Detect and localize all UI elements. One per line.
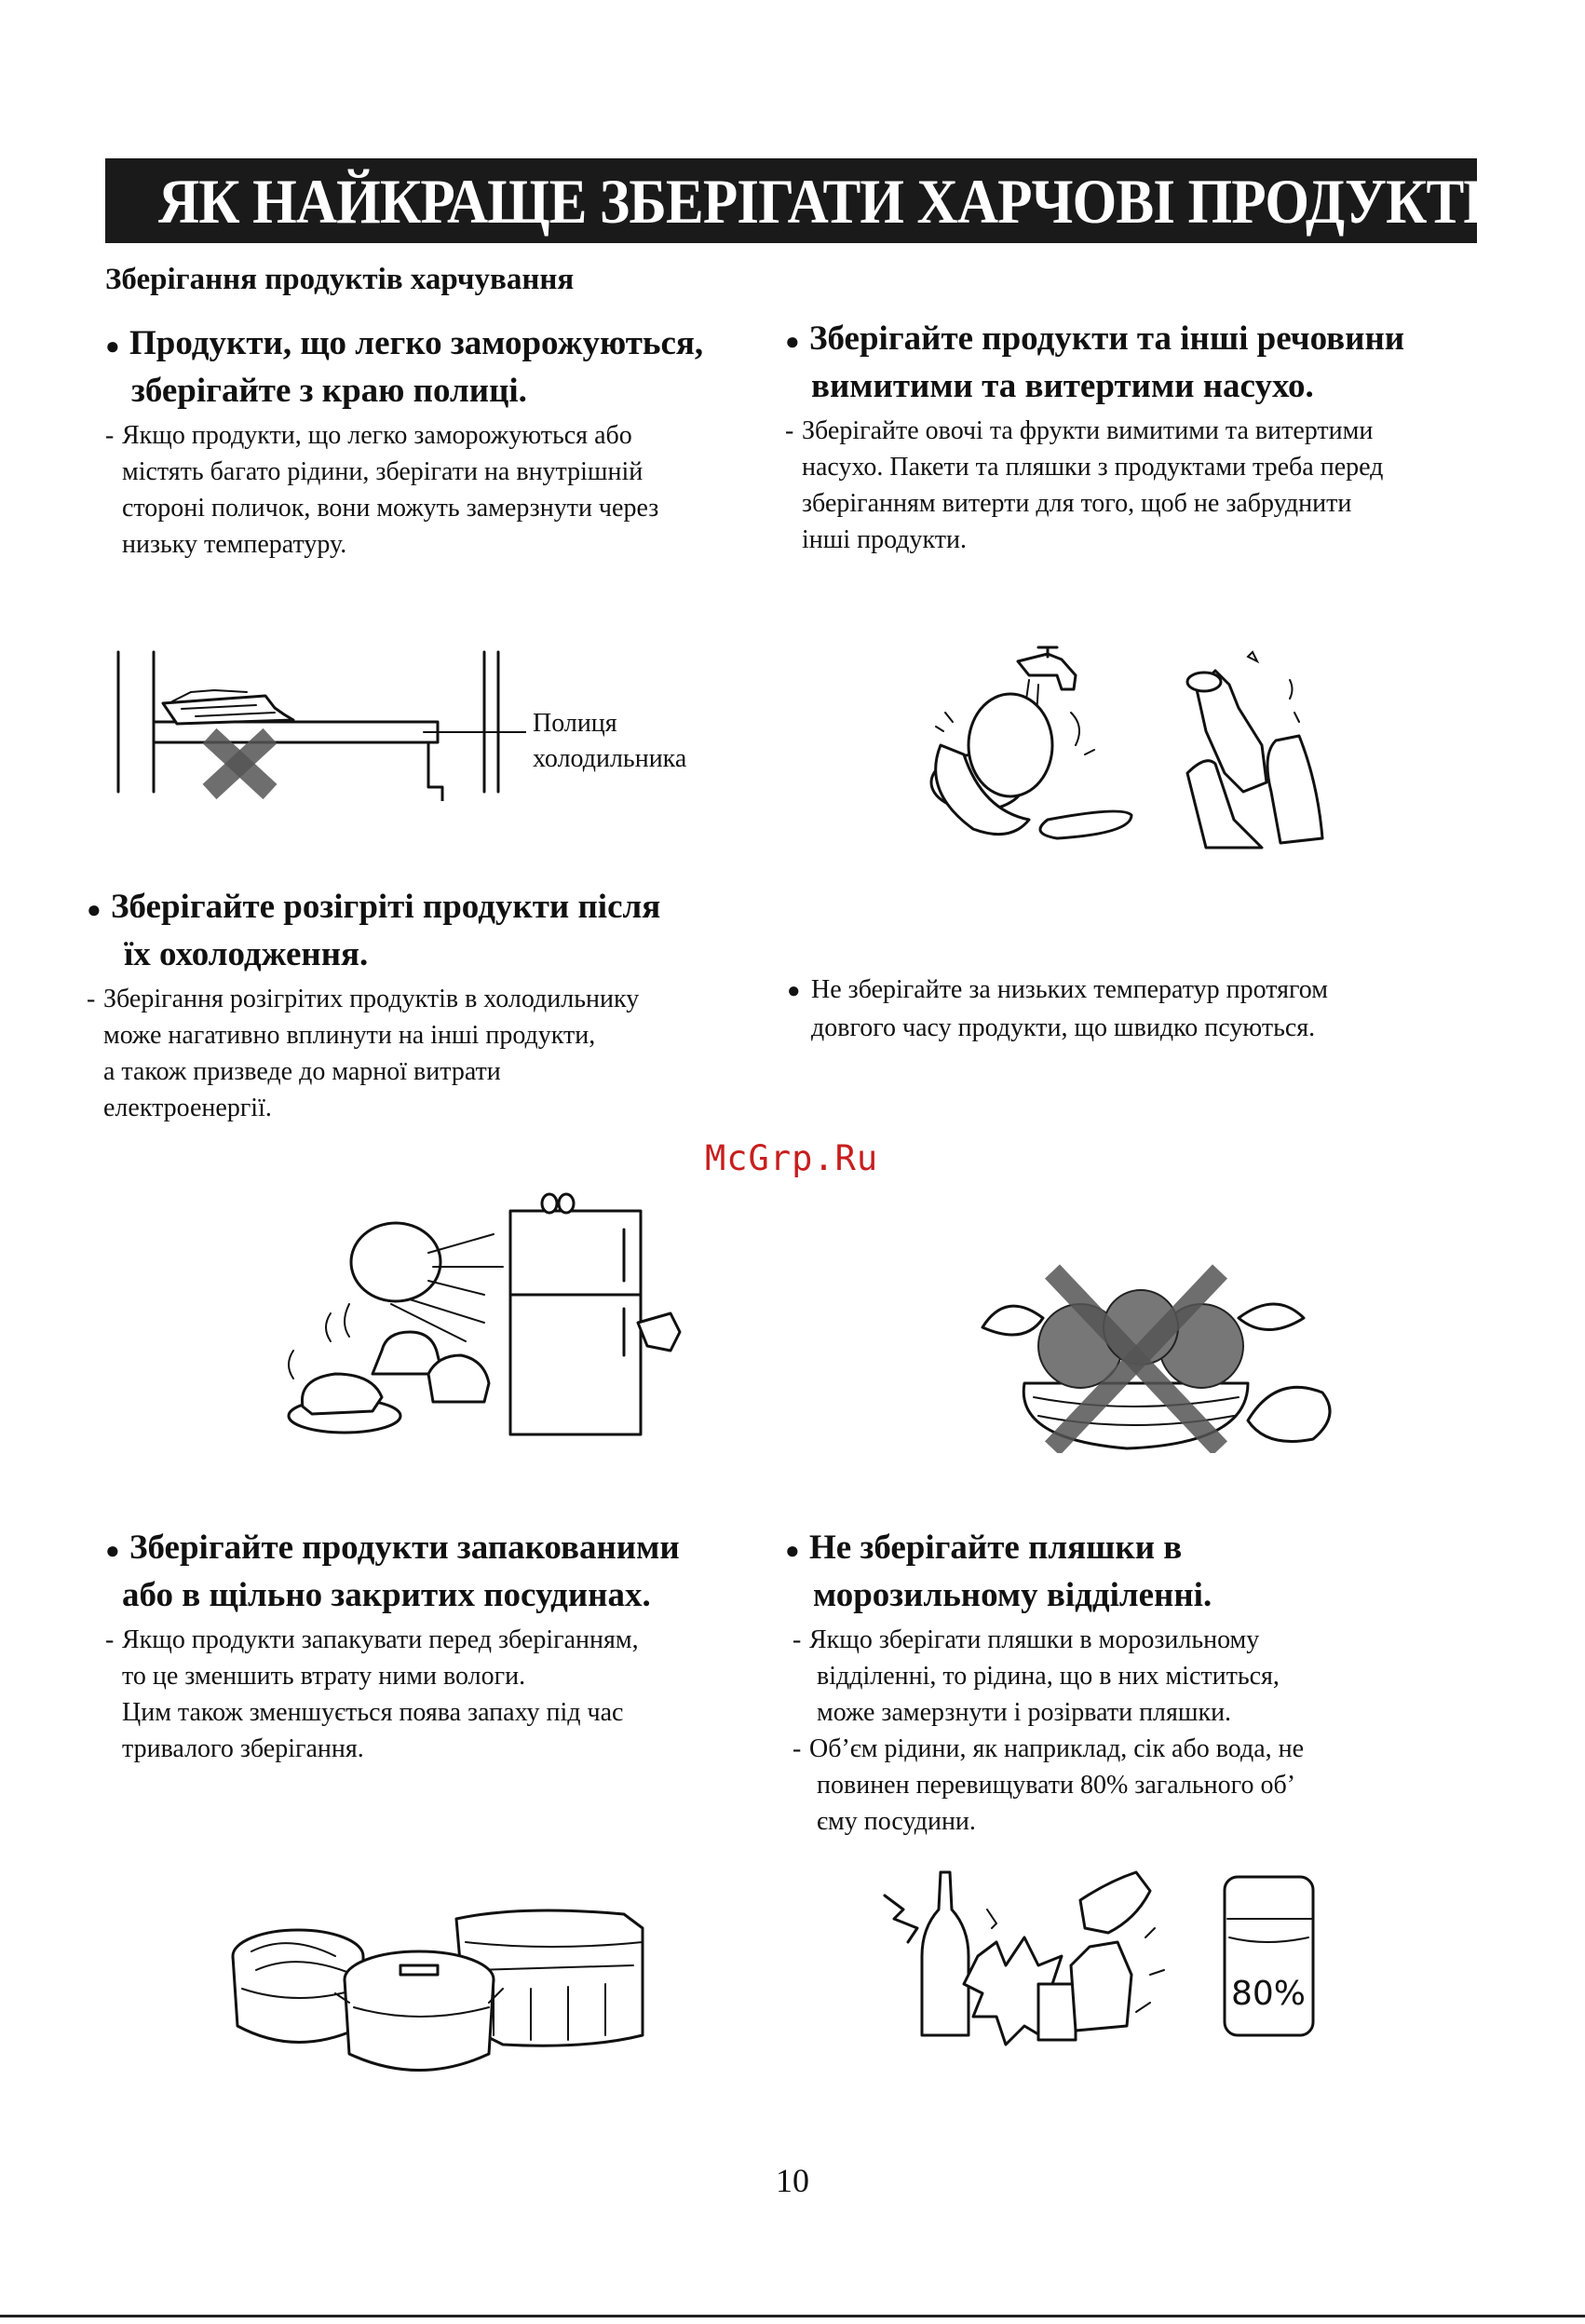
shelf-label: Полиця холодильника (533, 709, 687, 773)
tip-heading: ● Не зберігайте пляшки в морозильному відділенні. (785, 1529, 1212, 1614)
bullet-icon: ● (87, 895, 102, 923)
tip-heading: ● Зберігайте розігріті продукти після їх охолодження. (87, 888, 661, 973)
tip-heading: ● Зберігайте продукти запакованими або в щільно закритих посудинах. (105, 1529, 680, 1614)
fridge-shelf-illustration (107, 647, 526, 801)
jar-80-percent-label: 80% (1230, 1975, 1307, 2013)
tip-freeze-edge (105, 321, 757, 563)
washing-illustration (908, 633, 1355, 857)
tip-body: - Якщо продукти, що легко заморожуються або містять багато рідини, зберігати на внутрішній стороні поличок, вони можуть замерзнути через низьку температуру. (105, 420, 659, 559)
tip-body: - Зберігання розігрітих продуктів в холодильнику може нагативно вплинути на інші продукти, а також призведе до марної витрати електроенергії. (87, 984, 640, 1122)
hot-food-fridge-illustration (279, 1192, 708, 1453)
bullet-icon: ● (785, 1536, 800, 1564)
tip-bottles (785, 1526, 1493, 1840)
bullet-icon: ● (105, 332, 120, 360)
tip-heading: ● Продукти, що легко заморожуються, зберігайте з краю полиці. (105, 324, 704, 410)
tip-heading: ● Зберігайте продукти та інші речовини вимитими та витертими насухо. (785, 319, 1405, 405)
bottles-illustration (875, 1863, 1332, 2049)
no-basket-illustration (969, 1253, 1350, 1453)
tip-cool-first (87, 885, 776, 1126)
page-number: 10 (776, 2162, 809, 2199)
bullet-icon: ● (785, 327, 800, 355)
title-bar (105, 158, 1508, 243)
page-title: ЯК НАЙКРАЩЕ ЗБЕРІГАТИ ХАРЧОВІ ПРОДУКТИ (158, 166, 1508, 237)
bullet-icon: ● (787, 979, 801, 1003)
tip-packed (105, 1526, 794, 1767)
watermark: McGrp.Ru (705, 1138, 879, 1178)
section-heading: Зберігання продуктів харчування (105, 263, 575, 296)
bottom-rule (0, 2315, 1585, 2317)
tip-wash-dry (785, 317, 1493, 558)
tip-perishable: ● Не зберігайте за низьких температур протягом довгого часу продукти, що швидко псуються. (787, 975, 1328, 1042)
tip-body: - Якщо зберігати пляшки в морозильному відділенні, то рідина, що в них міститься, може замерзнути і розірвати пляшки. - Об’єм рідини, як наприклад, сік або вода, не повинен перевищувати 80% загального об’ єму посудини. (792, 1624, 1305, 1836)
tip-body: - Якщо продукти запакувати перед зберіганням, то це зменшить втрату ними вологи. Цим також зменшується поява запаху під час тривалого зберігання. (105, 1624, 639, 1763)
containers-illustration (214, 1886, 661, 2086)
bullet-icon: ● (105, 1536, 120, 1564)
tip-body: - Зберігайте овочі та фрукти вимитими та витертими насухо. Пакети та пляшки з продуктами треба перед зберіганням витерти для того, щоб не забруднити інші продукти. (785, 415, 1384, 554)
